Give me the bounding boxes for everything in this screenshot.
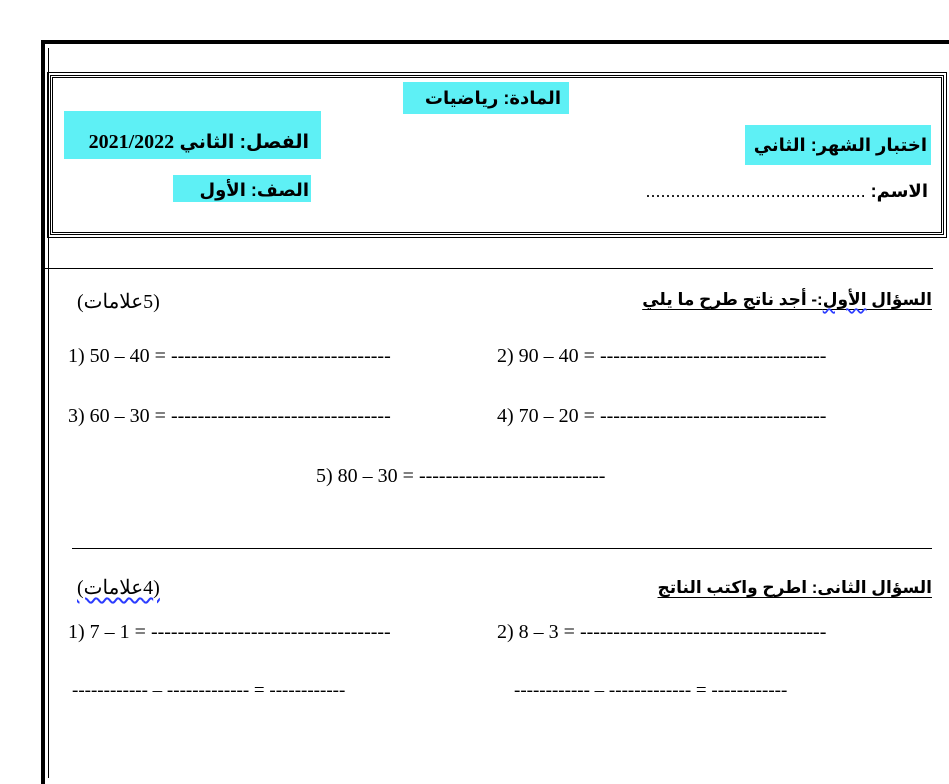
q1-item-2: 2) 90 – 40 = ---------------------------------- (497, 345, 827, 367)
semester-value: الثاني (179, 132, 235, 153)
q1-item-5: 5) 80 – 30 = ---------------------------- (316, 465, 606, 487)
grade-label: الصف: (250, 180, 309, 200)
q1-item-4: 4) 70 – 20 = ---------------------------------- (497, 405, 827, 427)
q1-title-prefix: السؤال (866, 290, 932, 309)
name-dots: ............................................ (645, 181, 866, 201)
q1-item-1: 1) 50 – 40 = --------------------------------- (68, 345, 391, 367)
subject-label: المادة: (503, 88, 561, 108)
q2-blank-right: ------------ – ------------- = ------------ (514, 680, 788, 701)
separator-middle (72, 548, 932, 549)
subject-field (403, 82, 569, 114)
name-label: الاسم: (870, 181, 928, 201)
q2-item-1: 1) 7 – 1 = ------------------------------------ (68, 621, 391, 643)
name-field (646, 181, 928, 202)
q1-title-word: الأول (822, 290, 867, 309)
grade-field (173, 175, 311, 202)
exam-label: اختبار الشهر: (810, 135, 927, 155)
separator-top (45, 268, 933, 269)
q1-marks: (5علامات) (77, 291, 160, 313)
q1-title-rest: :- أجد ناتج طرح ما يلي (642, 290, 823, 309)
subject-value: رياضيات (424, 88, 499, 108)
school-year: 2021/2022 (88, 131, 175, 153)
q2-marks (77, 575, 160, 600)
exam-field (745, 125, 931, 165)
q2-blank-left: ------------ – ------------- = ------------ (72, 680, 346, 701)
q2-marks-text: (4علامات) (77, 577, 160, 599)
semester-label: الفصل: (239, 132, 309, 153)
q2-item-2: 2) 8 – 3 = ------------------------------------- (497, 621, 827, 643)
q1-title (642, 290, 932, 310)
grade-value: الأول (199, 180, 246, 200)
q1-item-3: 3) 60 – 30 = --------------------------------- (68, 405, 391, 427)
inner-border-line (48, 48, 49, 778)
exam-value: الثاني (753, 135, 806, 155)
q2-title: السؤال الثانى: اطرح واكتب الناتج (657, 578, 932, 597)
semester-field (64, 111, 321, 159)
